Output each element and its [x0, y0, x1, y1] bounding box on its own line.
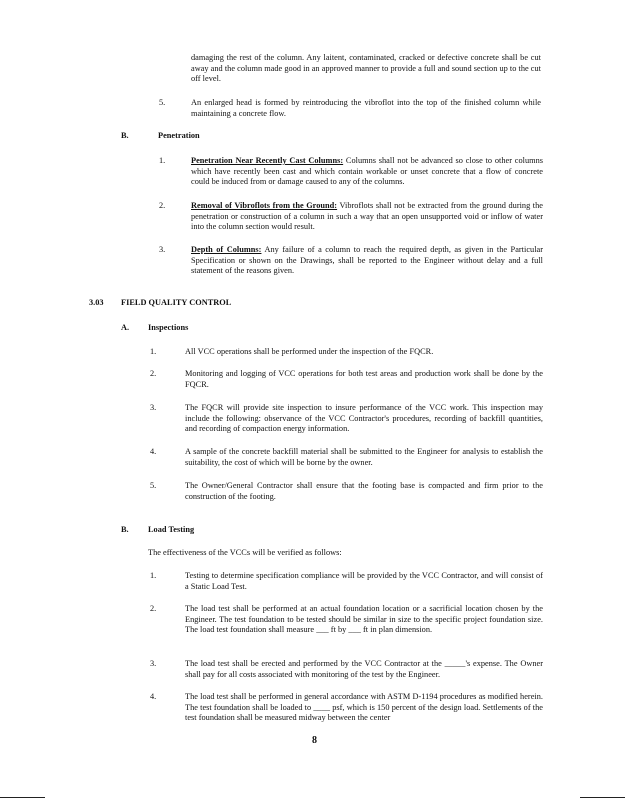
item-number: 5. [150, 481, 157, 490]
continuation-text: damaging the rest of the column. Any laitent, contaminated, cracked or defective concrete shall be cut away and the column made good in an approved manner to provide a full and sound section up to the cut off level. [191, 53, 541, 84]
item-text: The load test shall be erected and performed by the VCC Contractor at the _____'s expense. The Owner shall pay for all costs associated with monitoring of the test by the Engineer. [185, 659, 543, 679]
item-number: 2. [150, 369, 157, 378]
item-body: Vibroflots shall not be extracted from the ground during the penetration or construction of a column in such a way that an open unsupported void or inflow of water into the column section would result. [191, 201, 543, 232]
item-number: 2. [150, 604, 157, 613]
item-title: Penetration Near Recently Cast Columns: [191, 156, 344, 165]
section-letter: A. [121, 323, 130, 332]
item-text: A sample of the concrete backfill material shall be submitted to the Engineer for analysis to establish the suitability, the cost of which will be borne by the owner. [185, 447, 543, 467]
item-number: 5. [159, 98, 166, 107]
item-title: Depth of Columns: [191, 245, 262, 254]
item-text [191, 245, 543, 277]
item-text: The load test shall be performed at an actual foundation location or a sacrificial location chosen by the Engineer. The test foundation to be tested should be similar in size to the specific project foundation size. The load test foundation shall measure ___ ft by ___ ft in plan dimension. [185, 604, 543, 635]
footer-rule-right [580, 797, 625, 798]
item-text: The Owner/General Contractor shall ensure that the footing base is compacted and firm prior to the construction of the footing. [185, 481, 543, 501]
intro-sentence: The effectiveness of the VCCs will be verified as follows: [148, 548, 342, 557]
item-text: The FQCR will provide site inspection to insure performance of the VCC work. This inspection may include the following: observance of the VCC Contractor's procedures, recording of backfill quantities, and recording of compaction energy information. [185, 403, 543, 434]
section-letter: B. [121, 131, 129, 140]
item-text: Monitoring and logging of VCC operations for both test areas and production work shall be done by the FQCR. [185, 369, 543, 389]
item-number: 3. [150, 403, 157, 412]
item-body: Any failure of a column to reach the required depth, as given in the Particular Specification or shown on the Drawings, shall be reported to the Engineer without delay and a full statement of the reasons given. [191, 245, 544, 276]
article-number: 3.03 [89, 298, 104, 307]
item-text: An enlarged head is formed by reintroducing the vibroflot into the top of the finished column while maintaining a concrete flow. [191, 98, 541, 118]
item-text [191, 156, 543, 188]
item-number: 4. [150, 692, 157, 701]
item-text: All VCC operations shall be performed under the inspection of the FQCR. [185, 347, 434, 356]
section-letter: B. [121, 525, 129, 534]
section-heading: Load Testing [148, 525, 195, 534]
article-heading: FIELD QUALITY CONTROL [121, 298, 232, 307]
item-number: 3. [150, 659, 157, 668]
item-number: 3. [159, 245, 166, 254]
item-text: The load test shall be performed in general accordance with ASTM D-1194 procedures as modified herein. The test foundation shall be loaded to ____ psf, which is 150 percent of the design load. Settlements of the test foundation shall be measured midway between the center [185, 692, 543, 723]
item-text [191, 201, 543, 233]
item-body: Columns shall not be advanced so close to other columns which have recently been cast and which contain workable or unset concrete that a flow of concrete could be induced from or damage caused to any of the columns. [191, 156, 544, 187]
item-number: 1. [150, 571, 157, 580]
item-number: 4. [150, 447, 157, 456]
section-heading: Inspections [148, 323, 189, 332]
page-number: 8 [312, 735, 317, 746]
item-number: 1. [150, 347, 157, 356]
continuation-paragraph [191, 53, 541, 85]
item-number: 1. [159, 156, 166, 165]
item-number: 2. [159, 201, 166, 210]
section-heading: Penetration [158, 131, 200, 140]
item-text: Testing to determine specification compliance will be provided by the VCC Contractor, and will consist of a Static Load Test. [185, 571, 543, 591]
item-title: Removal of Vibroflots from the Ground: [191, 201, 338, 210]
footer-rule-left [0, 797, 45, 798]
